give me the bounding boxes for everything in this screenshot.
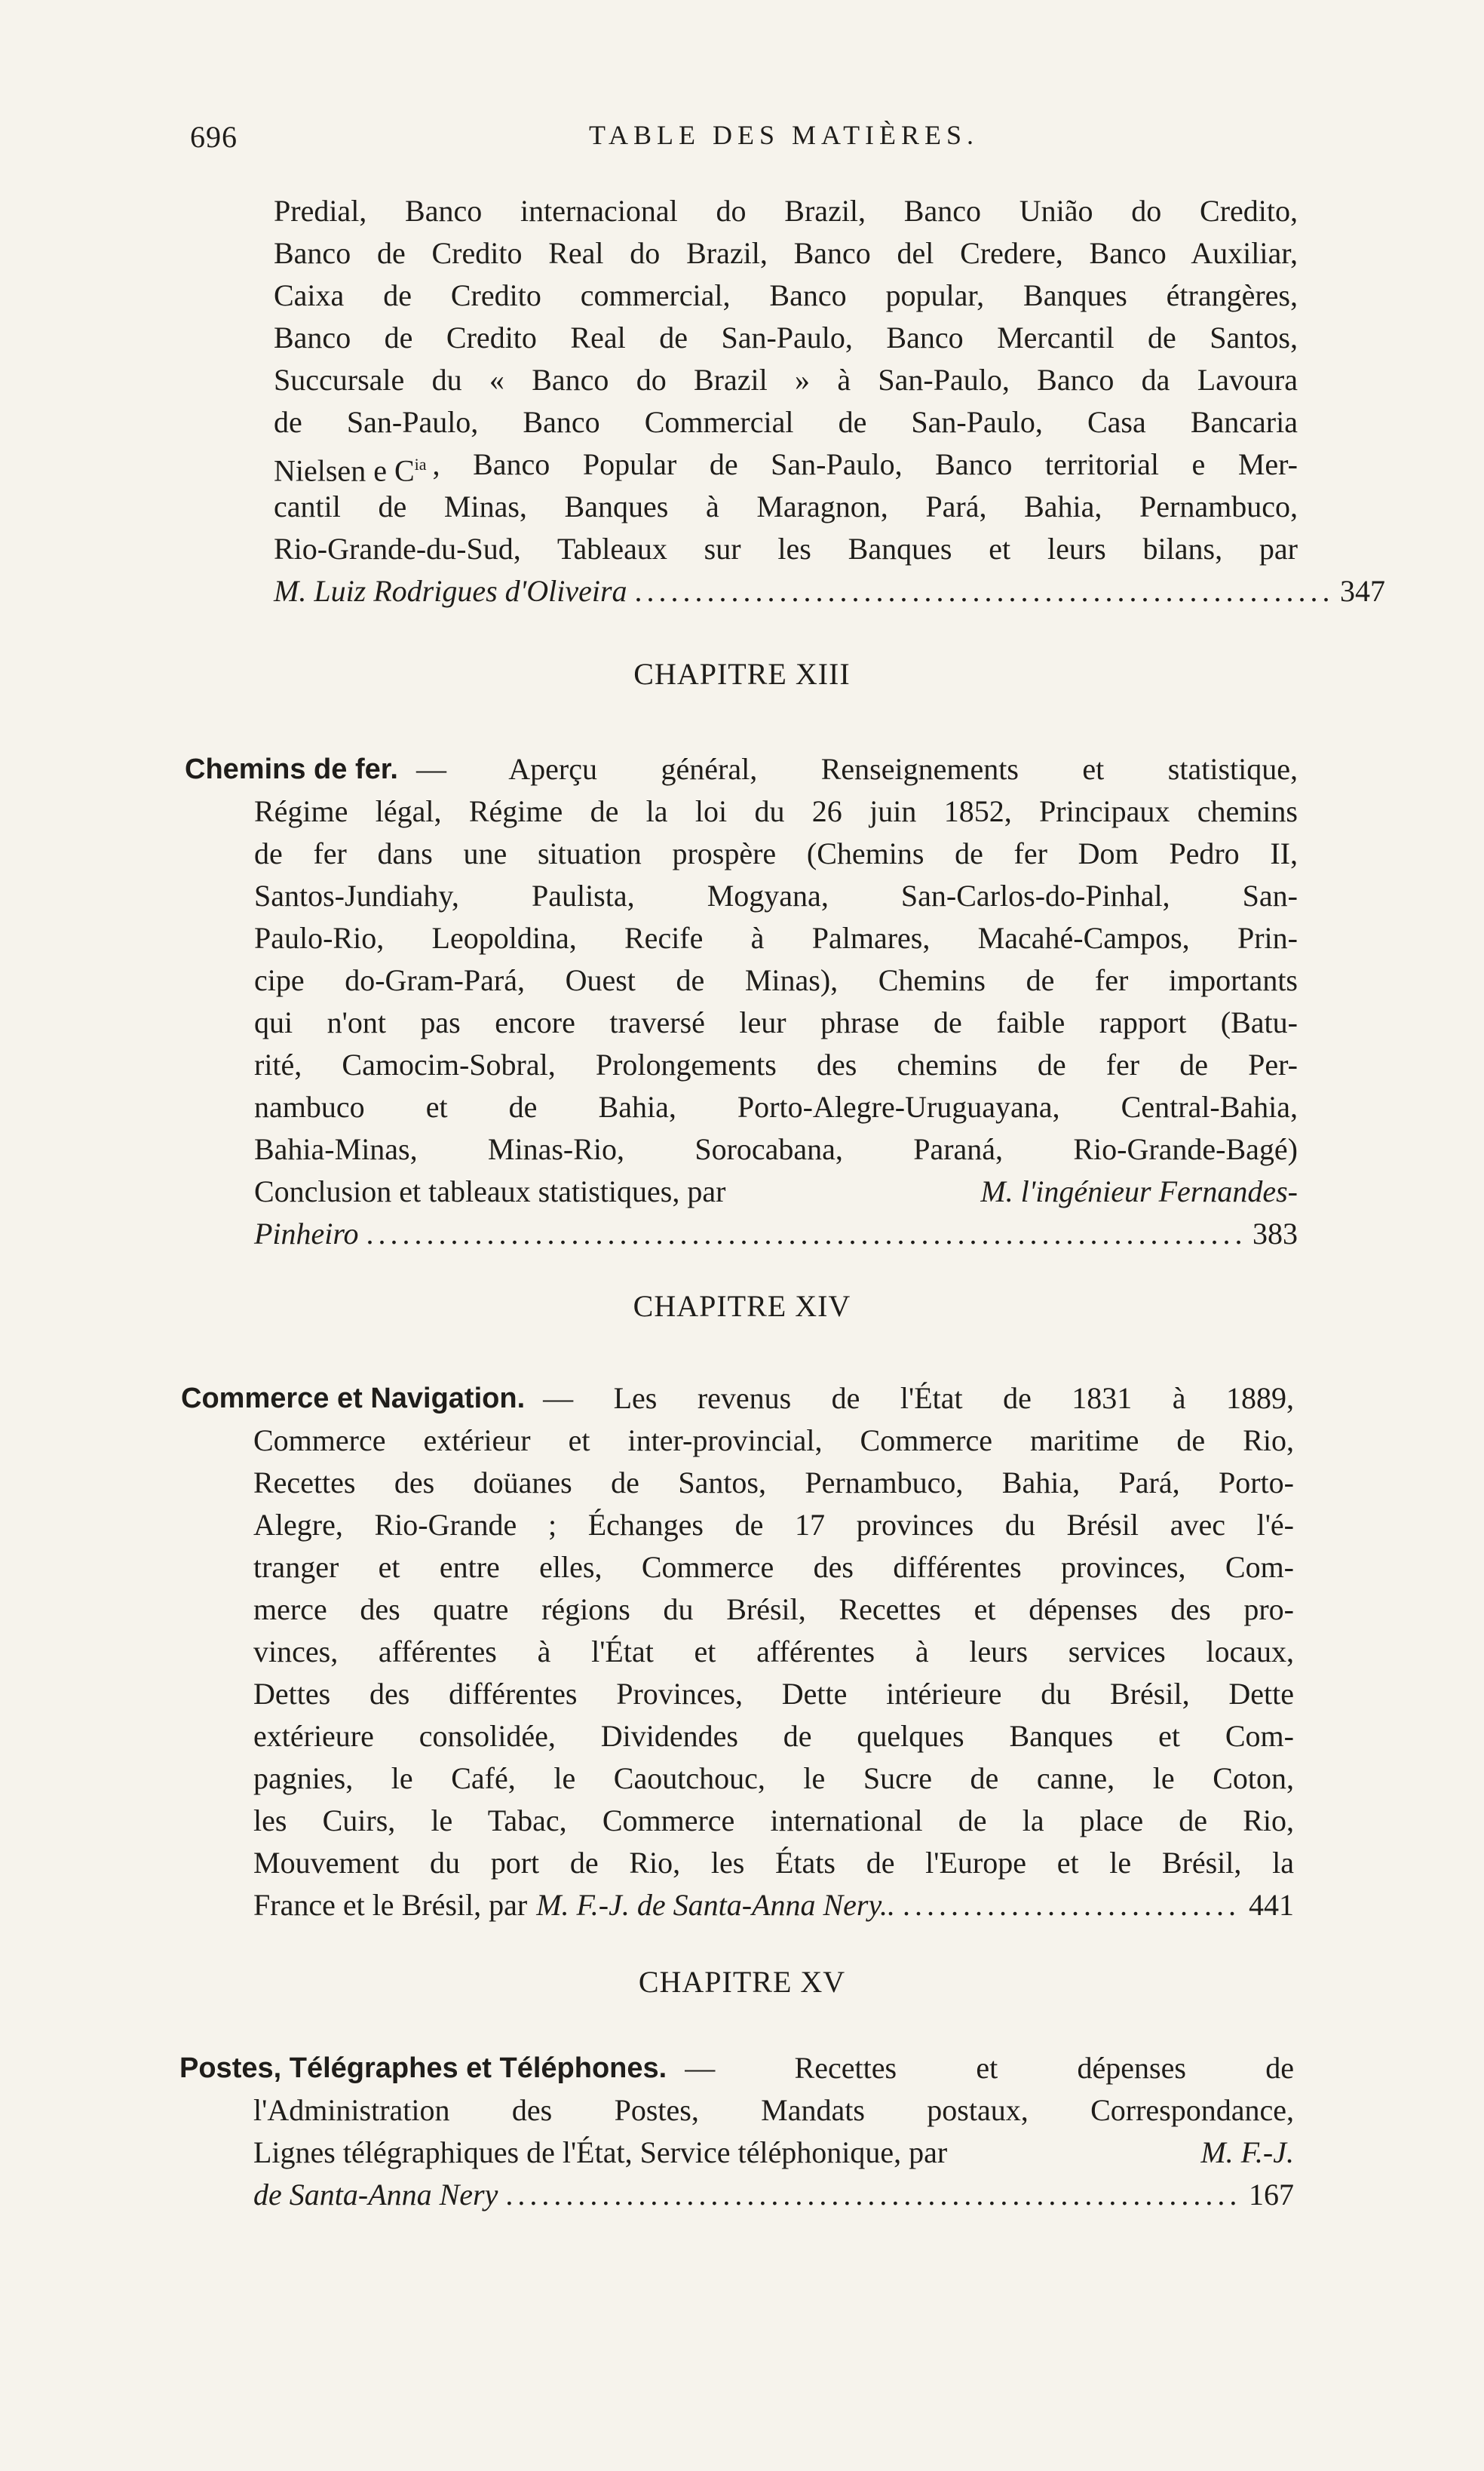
author-leader-line xyxy=(274,570,1385,612)
text-line: Mouvement du port de Rio, les États de l'Europe et le Brésil, la xyxy=(253,1846,1294,1880)
author-leader-line xyxy=(253,2174,1294,2216)
company-abbrev: Nielsen e $C^{ia}$ xyxy=(274,453,427,488)
text-line: l'Administration des Postes, Mandats postaux, Correspondance, xyxy=(253,2093,1294,2127)
dot-leader xyxy=(903,1884,1241,1926)
text-line: Banco de Credito Real de San-Paulo, Banco Mercantil de Santos, xyxy=(274,321,1298,355)
page-reference: 167 xyxy=(1249,2178,1294,2212)
text-line: les Cuirs, le Tabac, Commerce international de la place de Rio, xyxy=(253,1803,1294,1837)
chapter-heading: CHAPITRE XIV xyxy=(633,1289,851,1323)
text-line: Santos-Jundiahy, Paulista, Mogyana, San-Carlos-do-Pinhal, San- xyxy=(254,879,1298,913)
text-line: Banco de Credito Real do Brazil, Banco del Credere, Banco Auxiliar, xyxy=(274,236,1298,270)
text-line xyxy=(254,1171,1298,1213)
text-line: Predial, Banco internacional do Brazil, Banco União do Credito, xyxy=(274,194,1298,228)
text-line: Caixa de Credito commercial, Banco popular, Banques étrangères, xyxy=(274,278,1298,312)
section-title: Postes, Télégraphes et Téléphones. xyxy=(179,2052,667,2084)
text-line: Rio-Grande-du-Sud, Tableaux sur les Banques et leurs bilans, par xyxy=(274,532,1298,566)
text-line xyxy=(253,2132,1294,2174)
page-header xyxy=(190,119,1378,164)
text-line xyxy=(181,1377,1294,1420)
text-line: Paulo-Rio, Leopoldina, Recife à Palmares, Macahé-Campos, Prin- xyxy=(254,921,1298,955)
text-line: merce des quatre régions du Brésil, Recettes et dépenses des pro- xyxy=(253,1592,1294,1626)
page-number: 696 xyxy=(190,120,238,154)
text-fragment: — Recettes et dépenses de xyxy=(685,2051,1294,2085)
text-line: Succursale du « Banco do Brazil » à San-Paulo, Banco da Lavoura xyxy=(274,363,1298,397)
author-leader-line xyxy=(253,1884,1294,1926)
author-name-end: de Santa-Anna Nery xyxy=(253,2178,498,2212)
author-name: M. F.-J. xyxy=(1200,2135,1294,2169)
text-line: de fer dans une situation prospère (Chemins de fer Dom Pedro II, xyxy=(254,836,1298,870)
text-line: pagnies, le Café, le Caoutchouc, le Sucre de canne, le Coton, xyxy=(253,1761,1294,1795)
page-reference: 383 xyxy=(1253,1217,1298,1251)
dot-leader xyxy=(635,570,1332,612)
author-leader-line xyxy=(254,1213,1298,1255)
author-name-end: Pinheiro xyxy=(254,1217,359,1251)
text-line xyxy=(274,444,1298,486)
text-line: vinces, afférentes à l'État et afférentes à leurs services locaux, xyxy=(253,1635,1294,1668)
text-line: qui n'ont pas encore traversé leur phrase de faible rapport (Batu- xyxy=(254,1005,1298,1039)
text-line: tranger et entre elles, Commerce des différentes provinces, Com- xyxy=(253,1550,1294,1584)
chapter-heading: CHAPITRE XV xyxy=(638,1965,846,1999)
text-line: de San-Paulo, Banco Commercial de San-Paulo, Casa Bancaria xyxy=(274,405,1298,439)
author-name: M. l'ingénieur Fernandes- xyxy=(980,1174,1298,1208)
page-reference: 347 xyxy=(1340,574,1385,608)
text-line xyxy=(179,2047,1294,2089)
chapter-heading: CHAPITRE XIII xyxy=(633,657,851,691)
text-line: extérieure consolidée, Dividendes de quelques Banques et Com- xyxy=(253,1719,1294,1753)
text-line: Bahia-Minas, Minas-Rio, Sorocabana, Paraná, Rio-Grande-Bagé) xyxy=(254,1132,1298,1166)
running-title: TABLE DES MATIÈRES. xyxy=(588,120,980,150)
author-name: M. Luiz Rodrigues d'Oliveira xyxy=(274,574,627,608)
section-title: Chemins de fer. xyxy=(185,754,398,785)
text-fragment: , Banco Popular de San-Paulo, Banco territorial e Mer- xyxy=(432,447,1298,481)
text-line: rité, Camocim-Sobral, Prolongements des chemins de fer de Per- xyxy=(254,1048,1298,1082)
text-fragment: Lignes télégraphiques de l'État, Service téléphonique, par xyxy=(253,2135,948,2169)
text-line: nambuco et de Bahia, Porto-Alegre-Uruguayana, Central-Bahia, xyxy=(254,1090,1298,1124)
author-name: M. F.-J. de Santa-Anna Nery.. xyxy=(536,1888,896,1922)
text-fragment: — Les revenus de l'État de 1831 à 1889, xyxy=(543,1381,1294,1415)
text-line: Alegre, Rio-Grande ; Échanges de 17 provinces du Brésil avec l'é- xyxy=(253,1508,1294,1542)
text-fragment: France et le Brésil, par xyxy=(253,1888,528,1922)
dot-leader xyxy=(366,1213,1246,1255)
text-line xyxy=(185,748,1298,790)
page-reference: 441 xyxy=(1249,1888,1294,1922)
text-fragment: Conclusion et tableaux statistiques, par xyxy=(254,1174,726,1208)
dot-leader xyxy=(505,2174,1241,2216)
text-line: cipe do-Gram-Pará, Ouest de Minas), Chemins de fer importants xyxy=(254,963,1298,997)
text-line: Dettes des différentes Provinces, Dette intérieure du Brésil, Dette xyxy=(253,1677,1294,1711)
section-title: Commerce et Navigation. xyxy=(181,1383,526,1414)
text-line: Recettes des doüanes de Santos, Pernambuco, Bahia, Pará, Porto- xyxy=(253,1466,1294,1499)
text-line: Commerce extérieur et inter-provincial, Commerce maritime de Rio, xyxy=(253,1423,1294,1457)
text-line: Régime légal, Régime de la loi du 26 juin 1852, Principaux chemins xyxy=(254,794,1298,828)
text-fragment: — Aperçu général, Renseignements et statistique, xyxy=(415,752,1298,786)
text-line: cantil de Minas, Banques à Maragnon, Pará, Bahia, Pernambuco, xyxy=(274,490,1298,523)
